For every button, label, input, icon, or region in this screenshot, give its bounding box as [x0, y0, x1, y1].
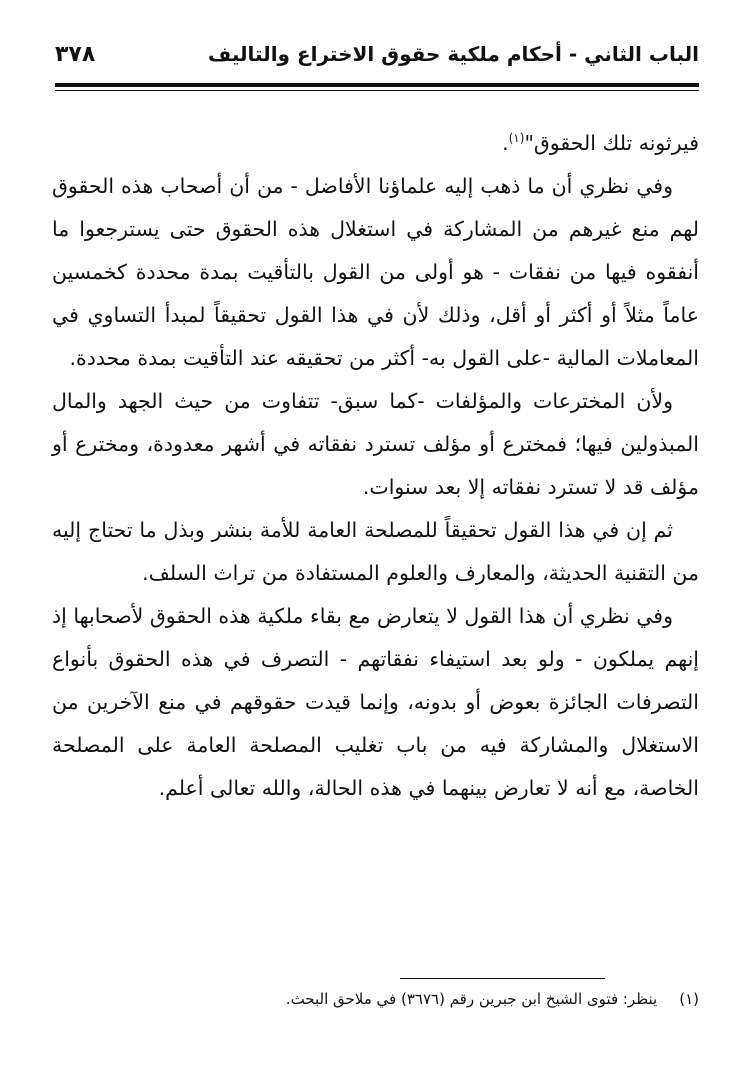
footnote-marker: (١)	[679, 990, 699, 1008]
paragraph-text: فيرثونه تلك الحقوق"	[524, 131, 699, 155]
page-number: ٣٧٨	[55, 42, 96, 67]
header-rule-thin	[55, 90, 699, 91]
paragraph-continuation: فيرثونه تلك الحقوق"$^{(١)}$.	[502, 131, 699, 155]
header-rule-thick	[55, 83, 699, 87]
paragraph: ثم إن في هذا القول تحقيقاً للمصلحة العامة للأمة بنشر وبذل ما تحتاج إليه من التقنية الحديثة، والمعارف والعلوم المستفادة من تراث السلف.	[52, 518, 699, 585]
footnote-text: ينظر: فتوى الشيخ ابن جبرين رقم (٣٦٧٦) في ملاحق البحث.	[285, 990, 658, 1008]
paragraph: وفي نظري أن ما ذهب إليه علماؤنا الأفاضل - من أن أصحاب هذه الحقوق لهم منع غيرهم من المشاركة في استغلال هذه الحقوق حتى يسترجعوا ما أنفقوه فيها من نفقات - هو أولى من القول بالتأقيت بمدة محددة كخمسين عاماً مثلاً أو أكثر أو أقل، وذلك لأن في هذا القول تحقيقاً لمبدأ التساوي في المعاملات المالية -على القول به- أكثر من تحقيقه عند التأقيت بمدة محددة.	[52, 174, 699, 370]
footnote-separator	[400, 978, 605, 979]
paragraph: ولأن المخترعات والمؤلفات -كما سبق- تتفاوت من حيث الجهد والمال المبذولين فيها؛ فمخترع أو مؤلف تسترد نفقاته في أشهر معدودة، ومخترع أو مؤلف قد لا تسترد نفقاته إلا بعد سنوات.	[52, 389, 699, 499]
footnote	[55, 988, 699, 1010]
chapter-title: الباب الثاني - أحكام ملكية حقوق الاختراع والتاليف	[208, 42, 699, 66]
page-header	[55, 40, 699, 80]
paragraph: وفي نظري أن هذا القول لا يتعارض مع بقاء ملكية هذه الحقوق لأصحابها إذ إنهم يملكون - ولو بعد استيفاء نفقاتهم - التصرف في هذه الحقوق بأنواع التصرفات الجائزة بعوض أو بدونه، وإنما قيدت حقوقهم في منع الآخرين من الاستغلال والمشاركة فيه من باب تغليب المصلحة العامة على المصلحة الخاصة، مع أنه لا تعارض بينهما في هذه الحالة، والله تعالى أعلم.	[52, 604, 699, 800]
footnote-reference[interactable]: (١)	[508, 131, 525, 146]
body-text	[52, 122, 699, 810]
